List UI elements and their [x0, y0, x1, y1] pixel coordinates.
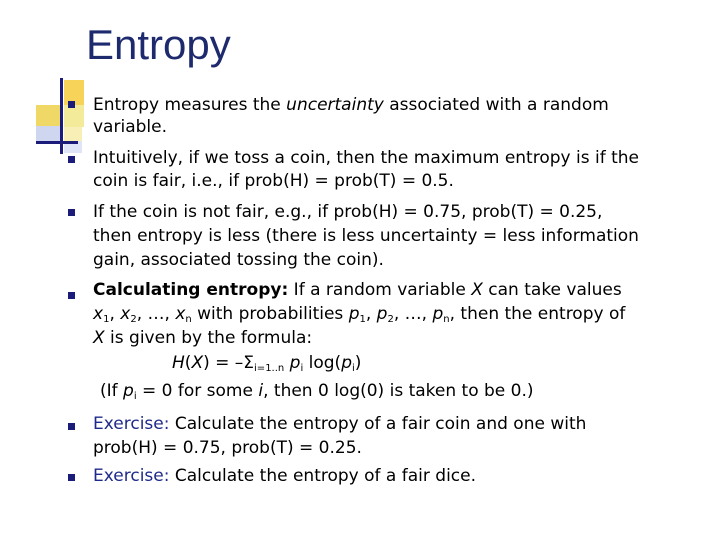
- entropy-formula: $H(X) = -\Sigma_{i=1..n}$ $p_i$ $\log(p_i)$: [172, 353, 362, 374]
- slide-title: Entropy: [86, 21, 231, 68]
- bullet-3-line-2: then entropy is less (there is less uncertainty = less information: [93, 226, 639, 246]
- bullet-1-line-2: variable.: [93, 117, 167, 137]
- decor-block: [36, 105, 60, 127]
- bullet-4-line-3: X is given by the formula:: [93, 328, 313, 348]
- bullet-3-line-3: gain, associated tossing the coin).: [93, 250, 384, 270]
- decor-line: [36, 141, 78, 144]
- bullet-5-line-1: Exercise: Calculate the entropy of a fair coin and one with: [93, 414, 587, 434]
- bullet-3-line-1: If the coin is not fair, e.g., if prob(H) = 0.75, prob(T) = 0.25,: [93, 202, 603, 222]
- bullet-1-line-1: Entropy measures the uncertainty associated with a random: [93, 95, 609, 115]
- bullet-4-line-2: $x_1$, $x_2$, …, $x_n$ with probabilities $p_1$, $p_2$, …, $p_n$, then the entropy of: [93, 304, 626, 325]
- bullet-square-icon: [68, 474, 75, 481]
- decor-block: [64, 105, 84, 127]
- decor-block: [64, 127, 82, 141]
- bullet-square-icon: [68, 292, 75, 299]
- bullet-6-line-1: Exercise: Calculate the entropy of a fair dice.: [93, 466, 476, 486]
- bullet-2-line-2: coin is fair, i.e., if prob(H) = prob(T) = 0.5.: [93, 171, 454, 191]
- formula-note: (If $p_i = 0$ for some i, then 0 log(0) is taken to be 0.): [100, 381, 534, 402]
- bullet-square-icon: [68, 423, 75, 430]
- bullet-4-line-1: Calculating entropy: If a random variable X can take values: [93, 280, 622, 300]
- bullet-square-icon: [68, 101, 75, 108]
- bullet-square-icon: [68, 156, 75, 163]
- bullet-square-icon: [68, 209, 75, 216]
- bullet-2-line-1: Intuitively, if we toss a coin, then the maximum entropy is if the: [93, 148, 639, 168]
- decor-block: [36, 126, 60, 141]
- bullet-5-line-2: prob(H) = 0.75, prob(T) = 0.25.: [93, 438, 362, 458]
